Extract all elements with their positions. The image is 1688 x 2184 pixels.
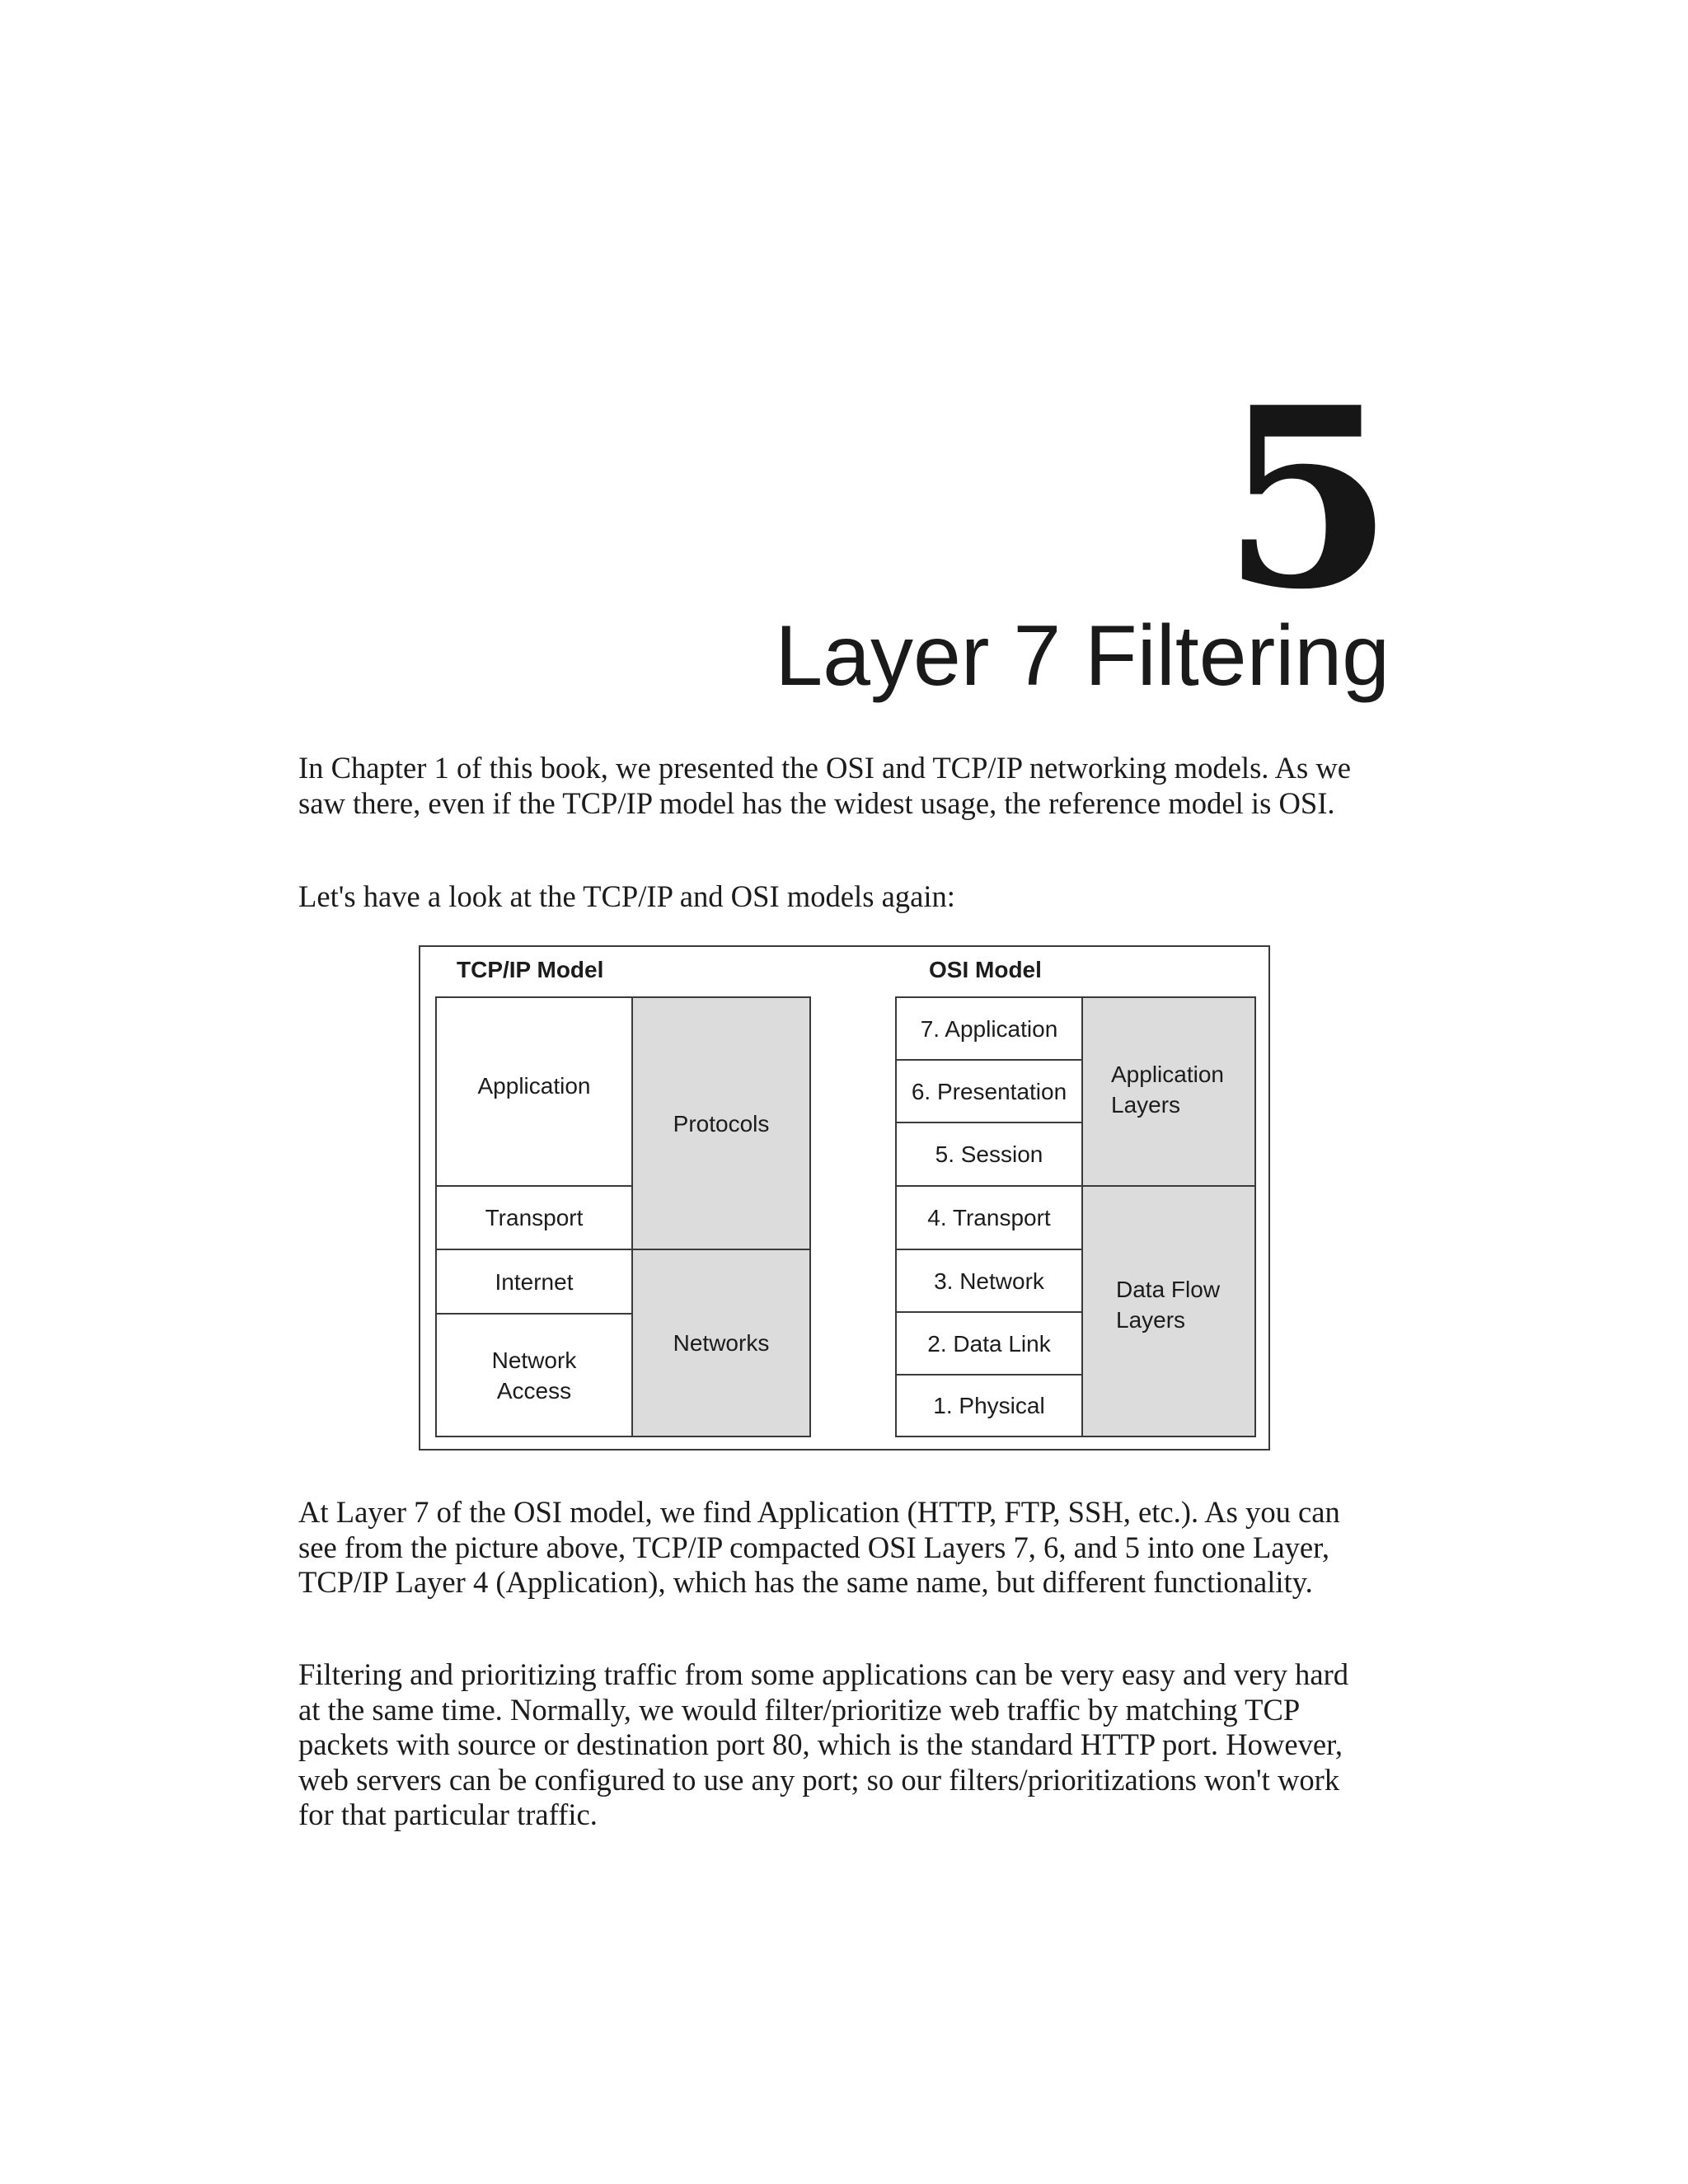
chapter-number: 5 xyxy=(1221,353,1389,644)
chapter-title: Layer 7 Filtering xyxy=(775,608,1390,704)
osi-model-title: OSI Model xyxy=(929,957,1042,982)
data-flow-layers-label-line1: Data Flow xyxy=(1116,1277,1221,1302)
osi-layer-6 xyxy=(895,1059,1083,1123)
application-layers-label-line1: Application xyxy=(1111,1061,1224,1087)
tcpip-network-access-label-line2: Access xyxy=(496,1377,572,1404)
tcpip-application-layer xyxy=(435,996,633,1187)
tcpip-application-label: Application xyxy=(477,1073,591,1099)
figure-lead-paragraph: Let's have a look at the TCP/IP and OSI models again: xyxy=(298,879,955,913)
tcpip-networks-group xyxy=(631,1249,811,1437)
osi-layer-5 xyxy=(895,1122,1083,1187)
osi-layer-7-label: 7. Application xyxy=(920,1015,1058,1042)
tcpip-protocols-group xyxy=(631,996,811,1250)
osi-layer-2-label: 2. Data Link xyxy=(927,1330,1051,1357)
networks-label: Networks xyxy=(673,1330,770,1356)
tcpip-internet-label: Internet xyxy=(495,1268,574,1295)
filtering-paragraph: Filtering and prioritizing traffic from some applications can be very easy and very hard at the same time. Normally, we would filter/prioritize web traffic by matching TCP packets with source or destination port 80, which is the standard HTTP port. However, web servers can be configured to use any port; so our filters/prioritizations won't work for that particular traffic. xyxy=(298,1657,1349,1831)
tcpip-model-title: TCP/IP Model xyxy=(457,957,604,982)
osi-layer-3-label: 3. Network xyxy=(934,1268,1044,1294)
osi-layer-4-label: 4. Transport xyxy=(927,1205,1051,1230)
osi-layer-1-label: 1. Physical xyxy=(933,1393,1045,1418)
tcpip-transport-label: Transport xyxy=(485,1205,584,1230)
osi-layer-4 xyxy=(895,1185,1083,1250)
tcpip-network-access-label-line1: Network xyxy=(491,1347,577,1373)
osi-layer-6-label: 6. Presentation xyxy=(911,1078,1067,1104)
tcpip-internet-layer xyxy=(435,1249,633,1315)
osi-application-layers-group xyxy=(1081,996,1256,1187)
intro-paragraph: In Chapter 1 of this book, we presented the OSI and TCP/IP networking models. As we saw there, even if the TCP/IP model has the widest usage, the reference model is OSI. xyxy=(298,751,1352,820)
data-flow-layers-label-line2: Layers xyxy=(1116,1307,1186,1333)
osi-layer-5-label: 5. Session xyxy=(935,1141,1043,1167)
osi-layer-7 xyxy=(895,996,1083,1061)
layer7-paragraph: At Layer 7 of the OSI model, we find Application (HTTP, FTP, SSH, etc.). As you can see from the picture above, TCP/IP compacted OSI Layers 7, 6, and 5 into one Layer, TCP/IP Layer 4 (Application), which has the same name, but different functionality. xyxy=(298,1495,1340,1599)
osi-layer-2 xyxy=(895,1311,1083,1376)
protocols-label: Protocols xyxy=(673,1110,770,1137)
osi-layer-1 xyxy=(895,1374,1083,1437)
tcpip-osi-model-figure xyxy=(419,945,1270,1451)
tcpip-network-access-layer xyxy=(435,1313,633,1437)
osi-data-flow-layers-group xyxy=(1081,1185,1256,1437)
application-layers-label-line2: Layers xyxy=(1111,1091,1181,1118)
tcpip-transport-layer xyxy=(435,1185,633,1250)
osi-layer-3 xyxy=(895,1249,1083,1313)
